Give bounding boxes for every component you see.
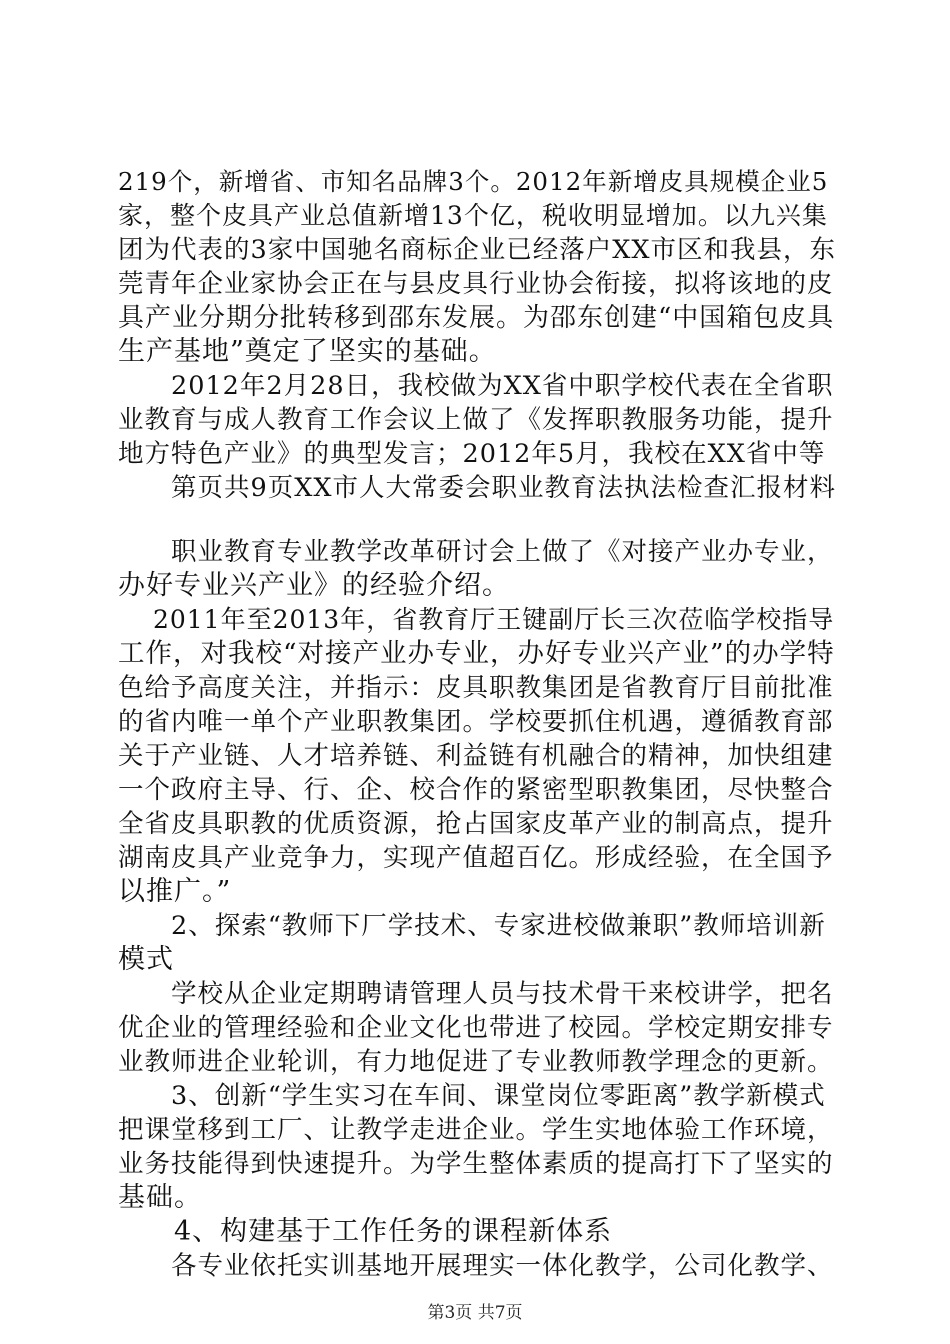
text-line: 把课堂移到工厂、让教学走进企业。学生实地体验工作环境，	[118, 1115, 834, 1145]
text-line: 生产基地”奠定了坚实的基础。	[118, 336, 497, 367]
text-line: 基础。	[118, 1182, 202, 1213]
text-line: 色给予高度关注，并指示：皮具职教集团是省教育厅目前批准	[118, 673, 834, 703]
page-footer: 第3页 共7页	[427, 1303, 523, 1323]
text-line: 湖南皮具产业竞争力，实现产值超百亿。形成经验，在全国予	[118, 843, 834, 873]
text-line: 以推广。”	[118, 876, 232, 907]
text-line: 莞青年企业家协会正在与县皮具行业协会衔接，拟将该地的皮	[118, 269, 834, 299]
text-line: 关于产业链、人才培养链、利益链有机融合的精神，加快组建	[118, 741, 834, 771]
section-heading: 4、构建基于工作任务的课程新体系	[118, 1216, 613, 1247]
text-line: 职业教育专业教学改革研讨会上做了《对接产业办专业，	[118, 537, 834, 567]
text-line: 全省皮具职教的优质资源，抢占国家皮革产业的制高点，提升	[118, 809, 834, 839]
text-line: 219个，新增省、市知名品牌3个。2012年新增皮具规模企业5	[118, 167, 829, 196]
text-line: 优企业的管理经验和企业文化也带进了校园。学校定期安排专	[118, 1013, 834, 1043]
text-line: 地方特色产业》的典型发言；2012年5月，我校在XX省中等	[118, 439, 826, 469]
text-line: 的省内唯一单个产业职教集团。学校要抓住机遇，遵循教育部	[118, 707, 834, 737]
page-header-note: 第页共9页XX市人大常委会职业教育法执法检查汇报材料	[118, 473, 837, 503]
text-line: 家，整个皮具产业总值新增13个亿，税收明显增加。以九兴集	[118, 201, 828, 230]
text-line: 办好专业兴产业》的经验介绍。	[118, 570, 510, 601]
text-line: 团为代表的3家中国驰名商标企业已经落户XX市区和我县，东	[118, 235, 837, 265]
text-line: 工作，对我校“对接产业办专业，办好专业兴产业”的办学特	[118, 638, 835, 669]
text-line: 2012年2月28日，我校做为XX省中职学校代表在全省职	[118, 371, 834, 401]
text-line: 2011年至2013年，省教育厅王键副厅长三次莅临学校指导	[118, 605, 835, 634]
section-heading: 2、探索“教师下厂学技术、专家进校做兼职”教师培训新	[118, 911, 826, 941]
text-line: 一个政府主导、行、企、校合作的紧密型职教集团，尽快整合	[118, 775, 834, 805]
text-line: 业务技能得到快速提升。为学生整体素质的提高打下了坚实的	[118, 1149, 834, 1179]
section-heading: 模式	[118, 944, 174, 975]
text-line: 各专业依托实训基地开展理实一体化教学，公司化教学、	[118, 1251, 834, 1281]
text-line: 业教师进企业轮训，有力地促进了专业教师教学理念的更新。	[118, 1047, 834, 1077]
section-heading: 3、创新“学生实习在车间、课堂岗位零距离”教学新模式	[118, 1081, 826, 1111]
text-line: 学校从企业定期聘请管理人员与技术骨干来校讲学，把名	[118, 979, 834, 1009]
text-line: 业教育与成人教育工作会议上做了《发挥职教服务功能，提升	[118, 405, 834, 435]
text-line: 具产业分期分批转移到邵东发展。为邵东创建“中国箱包皮具	[118, 303, 835, 333]
